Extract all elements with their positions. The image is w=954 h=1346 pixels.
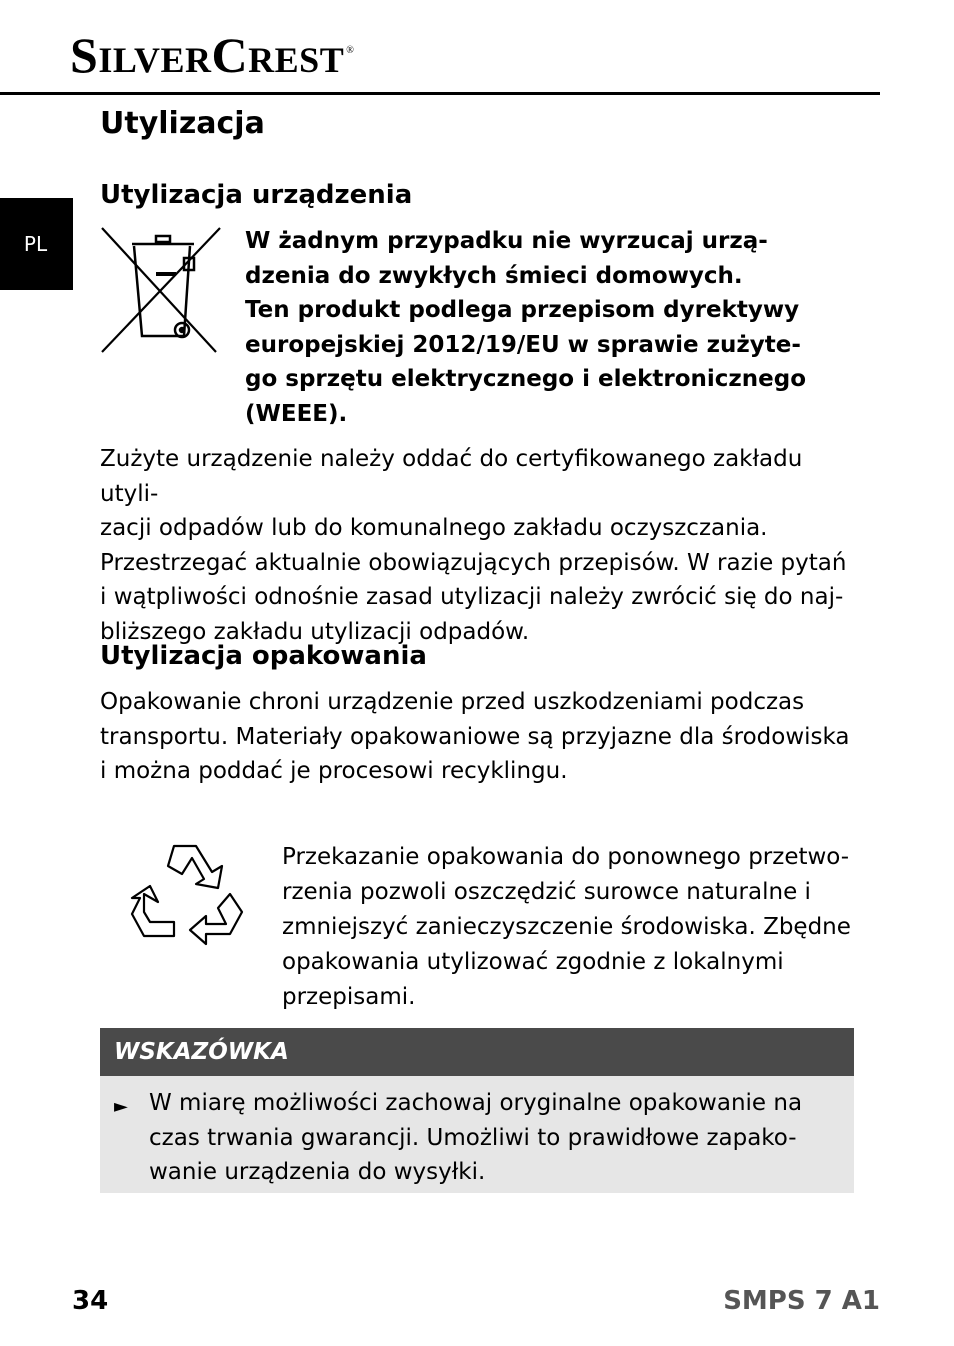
weee-warning: W żadnym przypadku nie wyrzucaj urzą- dzenia do zwykłych śmieci domowych. Ten produkt podlega przepisom dyrektywy europejskiej 2012/19/EU w sprawie zużyte- go sprzętu elektrycznego i elektronicznego (WEEE). [245, 228, 807, 427]
section-heading-packaging: Utylizacja opakowania [100, 641, 427, 671]
recycling-arrows-icon [130, 840, 248, 950]
note-header: WSKAZÓWKA [100, 1028, 854, 1076]
page-title: Utylizacja [100, 106, 265, 141]
section-heading-device: Utylizacja urządzenia [100, 180, 413, 210]
crossed-out-wheelie-bin-icon [98, 226, 222, 356]
language-tab: PL [0, 198, 73, 290]
arrow-bullet-icon: ► [114, 1096, 128, 1117]
recycling-text: Przekazanie opakowania do ponownego przetwo- rzenia pozwoli oszczędzić surowce naturalne i zmniejszyć zanieczyszczenie środowiska. Zbędne opakowania utylizować zgodnie z lokalnymi przepisami. [282, 844, 851, 1010]
model-name: SMPS 7 A1 [723, 1286, 880, 1316]
brand-logo: SILVERCREST ® [70, 27, 355, 83]
page-number: 34 [72, 1286, 109, 1316]
note-body: ► W miarę możliwości zachowaj oryginalne opakowanie na czas trwania gwarancji. Umożliwi to prawidłowe zapako- wanie urządzenia do wysyłki. [114, 1090, 803, 1185]
note-box [100, 1028, 854, 1193]
header-divider [0, 92, 880, 95]
packaging-text: Opakowanie chroni urządzenie przed uszkodzeniami podczas transportu. Materiały opakowaniowe są przyjazne dla środowiska i można poddać je procesowi recyklingu. [100, 689, 850, 784]
device-disposal-text: Zużyte urządzenie należy oddać do certyfikowanego zakładu utyli- zacji odpadów lub do komunalnego zakładu oczyszczania. Przestrzegać aktualnie obowiązujących przepisów. W razie pytań i wątpliwości odnośnie zasad utylizacji należy zwrócić się do naj- bliższego zakładu utylizacji odpadów. [100, 446, 847, 645]
